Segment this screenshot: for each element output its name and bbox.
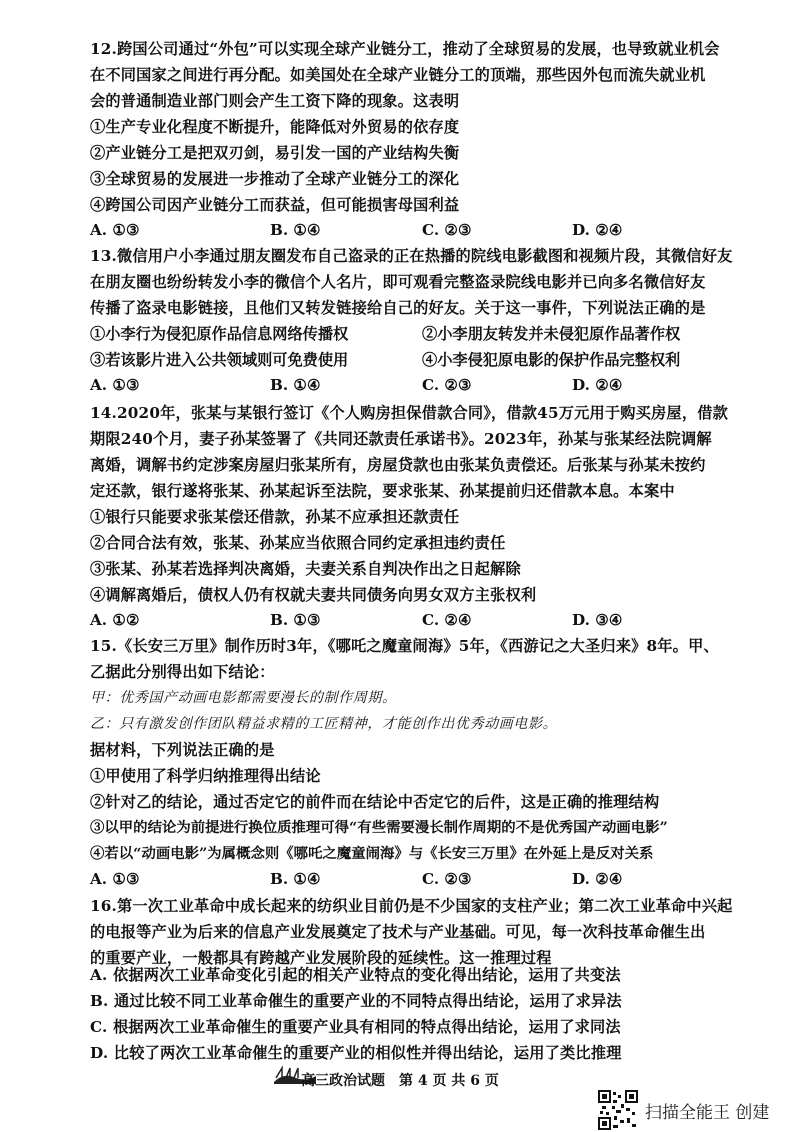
q15-option-d: D. ②④ xyxy=(572,870,623,888)
q14-line-4: 定还款，银行遂将张某、孙某起诉至法院，要求张某、孙某提前归还借款本息。本案中 xyxy=(90,482,675,500)
q13-choice-4: ④小李侵犯原电影的保护作品完整权利 xyxy=(422,351,681,369)
q14-option-b: B. ①③ xyxy=(270,611,321,629)
q14-choice-3: ③张某、孙某若选择判决离婚，夫妻关系自判决作出之日起解除 xyxy=(90,560,521,578)
q14-line-3: 离婚，调解书约定涉案房屋归张某所有，房屋贷款也由张某负责偿还。后张某与孙某未按约 xyxy=(90,456,706,474)
q12-line-1: 12.跨国公司通过“外包”可以实现全球产业链分工，推动了全球贸易的发展，也导致就业机会 xyxy=(90,40,720,58)
q15-option-b: B. ①④ xyxy=(270,870,321,888)
page-footer xyxy=(0,1070,800,1090)
q14-option-c: C. ②④ xyxy=(422,611,472,629)
qr-code-icon xyxy=(598,1090,638,1130)
q15-prompt: 据材料，下列说法正确的是 xyxy=(90,741,275,759)
q14-choice-1: ①银行只能要求张某偿还借款，孙某不应承担还款责任 xyxy=(90,508,460,526)
q13-option-c: C. ②③ xyxy=(422,376,472,394)
q12-option-b: B. ①④ xyxy=(270,221,321,239)
q12-choice-3: ③全球贸易的发展进一步推动了全球产业链分工的深化 xyxy=(90,170,460,188)
q13-choice-1: ①小李行为侵犯原作品信息网络传播权 xyxy=(90,325,349,343)
q15-choice-1: ①甲使用了科学归纳推理得出结论 xyxy=(90,767,321,785)
q16-option-c: C. 根据两次工业革命催生的重要产业具有相同的特点得出结论，运用了求同法 xyxy=(90,1018,621,1036)
scanner-watermark: 扫描全能王 创建 xyxy=(645,1103,770,1123)
q14-choice-4: ④调解离婚后，债权人仍有权就夫妻共同债务向男女双方主张权利 xyxy=(90,586,537,604)
q14-choice-2: ②合同合法有效，张某、孙某应当依照合同约定承担违约责任 xyxy=(90,534,506,552)
q13-line-2: 在朋友圈也纷纷转发小李的微信个人名片，即可观看完整盗录院线电影并已向多名微信好友 xyxy=(90,273,706,291)
q12-line-2: 在不同国家之间进行再分配。如美国处在全球产业链分工的顶端，那些因外包而流失就业机 xyxy=(90,66,706,84)
q13-option-b: B. ①④ xyxy=(270,376,321,394)
q15-option-c: C. ②③ xyxy=(422,870,472,888)
q15-line-1: 15.《长安三万里》制作历时3年，《哪吒之魔童闹海》5年，《西游记之大圣归来》8年。甲、 xyxy=(90,637,719,655)
q15-jia-conclusion: 甲：优秀国产动画电影都需要漫长的制作周期。 xyxy=(90,690,397,706)
q13-option-a: A. ①③ xyxy=(90,376,140,394)
q12-choice-1: ①生产专业化程度不断提升，能降低对外贸易的依存度 xyxy=(90,118,460,136)
q14-option-d: D. ③④ xyxy=(572,611,623,629)
q15-line-2: 乙据此分别得出如下结论： xyxy=(90,663,275,681)
q16-option-a: A. 依据两次工业革命变化引起的相关产业特点的变化得出结论，运用了共变法 xyxy=(90,966,621,984)
q12-choice-4: ④跨国公司因产业链分工而获益，但可能损害母国利益 xyxy=(90,196,460,214)
q13-line-1: 13.微信用户小李通过朋友圈发布自己盗录的正在热播的院线电影截图和视频片段，其微信好友 xyxy=(90,247,733,265)
q12-choice-2: ②产业链分工是把双刃剑，易引发一国的产业结构失衡 xyxy=(90,144,460,162)
q15-choice-3: ③以甲的结论为前提进行换位质推理可得“有些需要漫长制作周期的不是优秀国产动画电影” xyxy=(90,819,668,836)
q14-line-1: 14.2020年，张某与某银行签订《个人购房担保借款合同》，借款45万元用于购买房屋，借款 xyxy=(90,404,728,422)
q15-yi-conclusion: 乙：只有激发创作团队精益求精的工匠精神，才能创作出优秀动画电影。 xyxy=(90,716,558,732)
q15-choice-4: ④若以“动画电影”为属概念则《哪吒之魔童闹海》与《长安三万里》在外延上是反对关系 xyxy=(90,845,654,862)
q12-option-c: C. ②③ xyxy=(422,221,472,239)
q16-option-b: B. 通过比较不同工业革命催生的重要产业的不同特点得出结论，运用了求异法 xyxy=(90,992,622,1010)
q13-choice-2: ②小李朋友转发并未侵犯原作品著作权 xyxy=(422,325,681,343)
q15-option-a: A. ①③ xyxy=(90,870,140,888)
footer-text: 高三政治试题 第 4 页 共 6 页 xyxy=(301,1073,499,1089)
q12-line-3: 会的普通制造业部门则会产生工资下降的现象。这表明 xyxy=(90,92,460,110)
q13-option-d: D. ②④ xyxy=(572,376,623,394)
q13-choice-3: ③若该影片进入公共领域则可免费使用 xyxy=(90,351,349,369)
q14-line-2: 期限240个月，妻子孙某签署了《共同还款责任承诺书》。2023年，孙某与张某经法院调解 xyxy=(90,430,712,448)
q12-option-a: A. ①③ xyxy=(90,221,140,239)
q12-option-d: D. ②④ xyxy=(572,221,623,239)
q14-option-a: A. ①② xyxy=(90,611,140,629)
q16-option-d: D. 比较了两次工业革命催生的重要产业的相似性并得出结论，运用了类比推理 xyxy=(90,1044,622,1062)
q16-line-1: 16.第一次工业革命中成长起来的纺织业目前仍是不少国家的支柱产业；第二次工业革命中兴起 xyxy=(90,897,733,915)
q15-choice-2: ②针对乙的结论，通过否定它的前件而在结论中否定它的后件，这是正确的推理结构 xyxy=(90,793,660,811)
q13-line-3: 传播了盗录电影链接，且他们又转发链接给自己的好友。关于这一事件，下列说法正确的是 xyxy=(90,299,706,317)
q16-line-3: 的重要产业，一般都具有跨越产业发展阶段的延续性。这一推理过程 xyxy=(90,949,552,967)
q16-line-2: 的电报等产业为后来的信息产业发展奠定了技术与产业基础。可见，每一次科技革命催生出 xyxy=(90,923,706,941)
